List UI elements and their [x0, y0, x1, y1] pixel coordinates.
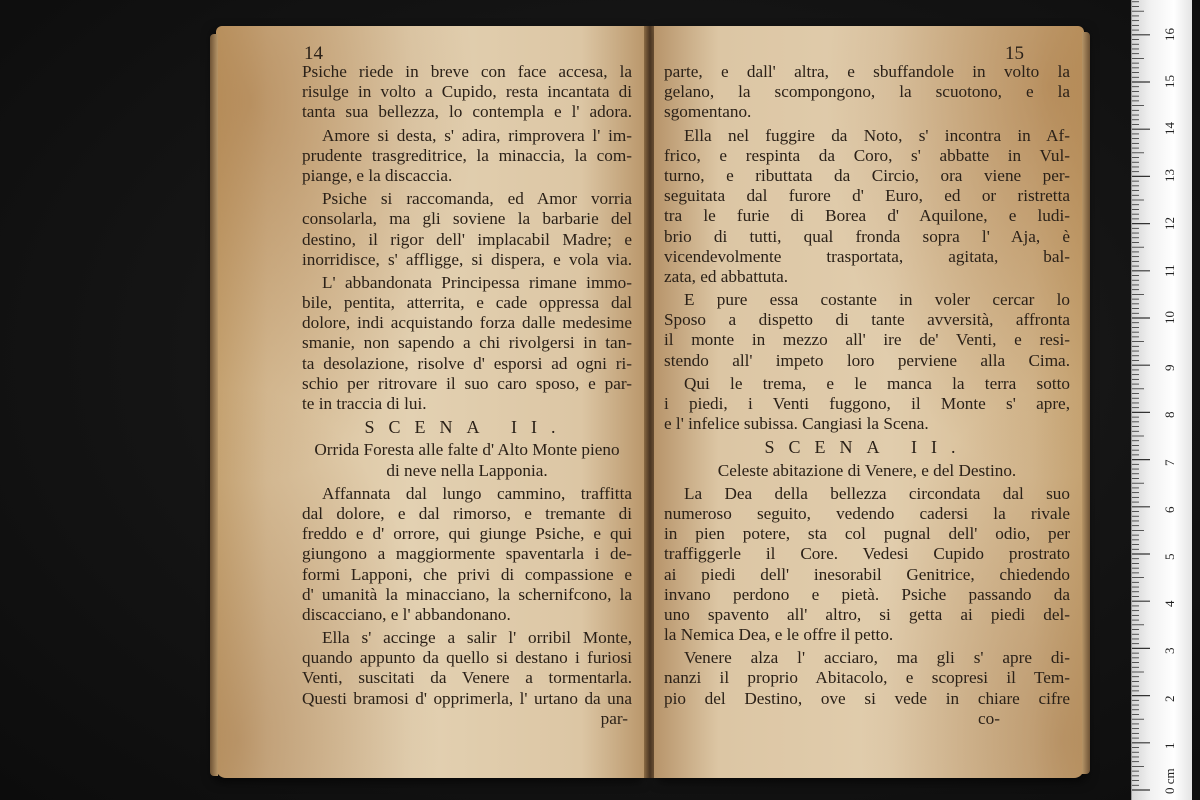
text-line: i piedi, i Venti fuggono, il Monte s' apre, [664, 394, 1070, 413]
text-line: frico, e respinta da Coro, s' abbatte in Vul- [664, 145, 1070, 165]
text-line: Celeste abitazione di Venere, e del Destino. [717, 460, 1017, 480]
text-line: gelano, la scompongono, la scuotono, e la [664, 82, 1070, 102]
text-line: pio del Destino, ove si vede in chiare cifre [664, 688, 1070, 708]
ruler-label: 13 [1162, 169, 1177, 183]
ruler-label: 1 [1162, 742, 1177, 749]
text-line: destino, il rigor dell' implacabil Madre; e [302, 229, 632, 249]
text-line: d' umanità la minacciano, la schernifcono, la [302, 584, 632, 604]
text-line: il monte in mezzo all' ire de' Venti, e resi- [664, 330, 1070, 350]
text-line: turno, e ributtata da Circio, ora viene per- [664, 165, 1070, 185]
text-line: nanzi il proprio Abitacolo, e scopresi il Tem- [664, 668, 1070, 688]
paragraph [302, 62, 632, 123]
text-line: Ella s' accinge a salir l' orribil Monte, [322, 628, 632, 648]
text-line: risulge in volto a Cupido, resta incantata di [302, 82, 632, 102]
text-line: Venti, suscitati da Venere a tormentarla. [302, 668, 632, 688]
text-line: piange, e la discaccia. [302, 165, 453, 185]
paragraph [302, 484, 632, 625]
text-line: invano perdono e pietà. Psiche passando da [664, 584, 1070, 604]
ruler-label: 2 [1162, 695, 1177, 702]
text-line: Ella nel fuggire da Noto, s' incontra in Af- [684, 125, 1070, 145]
text-line: prudente trasgreditrice, la minaccia, la com- [302, 145, 632, 165]
ruler-label: 6 [1162, 506, 1177, 513]
paragraph [664, 648, 1070, 709]
text-line: Qui le trema, e le manca la terra sotto [684, 373, 1070, 393]
text-line: in pien potere, sta col pugnal dell' odio, per [664, 524, 1070, 544]
text-line: Psiche riede in breve con face accesa, la [302, 62, 632, 81]
catchword: co- [978, 708, 1000, 728]
ruler-label: 12 [1162, 216, 1177, 230]
text-line: Psiche si raccomanda, ed Amor vorria [322, 189, 632, 209]
ruler-label: 14 [1162, 122, 1177, 136]
text-line: e l' infelice subissa. Cangiasi la Scena. [664, 414, 929, 434]
text-line: stendo all' impeto loro perviene alla Cima. [664, 350, 1070, 370]
text-line: ta desolazione, risolve d' esporsi ad ogni ri- [302, 353, 632, 373]
ruler-label: 5 [1162, 553, 1177, 560]
scene-description [302, 440, 632, 480]
catchword: par- [600, 708, 628, 728]
text-line: consolarla, ma gli soviene la barbarie del [302, 209, 632, 229]
text-line: formi Lapponi, che privi di compassione e [302, 564, 632, 584]
text-line: Questi bramosi d' opprimerla, l' urtano da una [302, 688, 632, 708]
text-line: zata, ed abbattuta. [664, 266, 789, 286]
text-line: di neve nella Lapponia. [386, 460, 548, 480]
scene-heading: SCENA II. [764, 437, 970, 458]
left-page [216, 26, 646, 778]
ruler-ticks [1132, 0, 1192, 800]
ruler-label: 7 [1162, 459, 1177, 466]
text-line: Venere alza l' acciaro, ma gli s' apre di- [684, 648, 1070, 668]
right-page-edge [1082, 32, 1090, 774]
ruler-label: 11 [1162, 264, 1177, 277]
right-page [654, 26, 1084, 778]
ruler-label: 3 [1162, 647, 1177, 655]
paragraph [664, 126, 1070, 288]
text-line: seguitata dal furore d' Euro, ed or ristretta [664, 186, 1070, 206]
text-line: freddo e d' orrore, qui giunge Psiche, e qui [302, 524, 632, 544]
text-line: parte, e dall' altra, e sbuffandole in volto la [664, 62, 1070, 81]
text-line: uno spavento all' altro, si getta ai piedi del- [664, 604, 1070, 624]
text-line: schio per ritrovare il suo caro sposo, e par- [302, 373, 632, 393]
page-number-right: 15 [1005, 43, 1024, 64]
text-line: traffiggerle il Core. Vedesi Cupido prostrato [664, 544, 1070, 564]
text-line: Orrida Foresta alle falte d' Alto Monte pieno [314, 440, 620, 460]
text-line: sgomentano. [664, 102, 752, 122]
paragraph [302, 273, 632, 414]
paragraph [302, 189, 632, 270]
text-line: giungono a maggiormente spaventarla i de- [302, 544, 632, 564]
text-line: vicendevolmente trasportata, agitata, bal- [664, 246, 1070, 266]
text-line: numeroso seguito, vedendo cadersi la rivale [664, 503, 1070, 523]
text-line: te in traccia di lui. [302, 394, 427, 413]
ruler-label: 4 [1162, 600, 1177, 608]
paragraph [302, 628, 632, 709]
ruler-label: 10 [1162, 311, 1177, 324]
text-line: dal dolore, e dal rimorso, e tremante di [302, 503, 632, 523]
ruler-label: 9 [1162, 364, 1177, 372]
open-book [216, 26, 1084, 784]
text-line: L' abbandonata Principessa rimane immo- [322, 272, 632, 292]
text-line: bile, pentita, atterrita, e cade oppressa dal [302, 293, 632, 313]
text-line: quando appunto da quello si destano i furiosi [302, 648, 632, 668]
text-line: la Nemica Dea, e le offre il petto. [664, 625, 894, 645]
text-line: smanie, non sapendo a chi rivolgersi in tan- [302, 333, 632, 353]
text-line: Amore si desta, s' adira, rimprovera l' im- [322, 125, 632, 145]
text-line: dolore, indi acquistando forza dalle medesime [302, 313, 632, 333]
ruler-label: 0 cm [1162, 768, 1177, 794]
paragraph [664, 62, 1070, 123]
paragraph [664, 374, 1070, 435]
ruler-label: 8 [1162, 411, 1177, 419]
scene-heading: SCENA II. [364, 417, 570, 438]
text-line: tra le furie di Borea d' Aquilone, e ludi- [664, 206, 1070, 226]
ruler-label: 15 [1162, 75, 1177, 88]
text-line: ai piedi dell' inesorabil Genitrice, chiedendo [664, 564, 1070, 584]
paragraph [664, 484, 1070, 646]
text-line: brio di tutti, qual fronda sopra l' Aja, è [664, 226, 1070, 246]
paragraph [664, 290, 1070, 371]
ruler-label: 16 [1162, 27, 1177, 41]
text-line: Affannata dal lungo cammino, traffitta [322, 483, 632, 503]
left-page-edge [210, 34, 218, 776]
text-line: discacciano, e l' abbandonano. [302, 604, 511, 624]
measuring-ruler [1131, 0, 1192, 800]
paragraph [302, 126, 632, 187]
text-line: E pure essa costante in voler cercar lo [684, 290, 1070, 310]
text-line: Sposo a dispetto di tante avversità, affronta [664, 310, 1070, 330]
scene-description [664, 461, 1070, 481]
text-line: inorridisce, s' affligge, si dispera, e vola via. [302, 249, 632, 269]
text-line: tanta sua bellezza, lo contempla e l' adora. [302, 102, 632, 122]
text-line: La Dea della bellezza circondata dal suo [684, 483, 1070, 503]
page-number-left: 14 [304, 43, 323, 64]
